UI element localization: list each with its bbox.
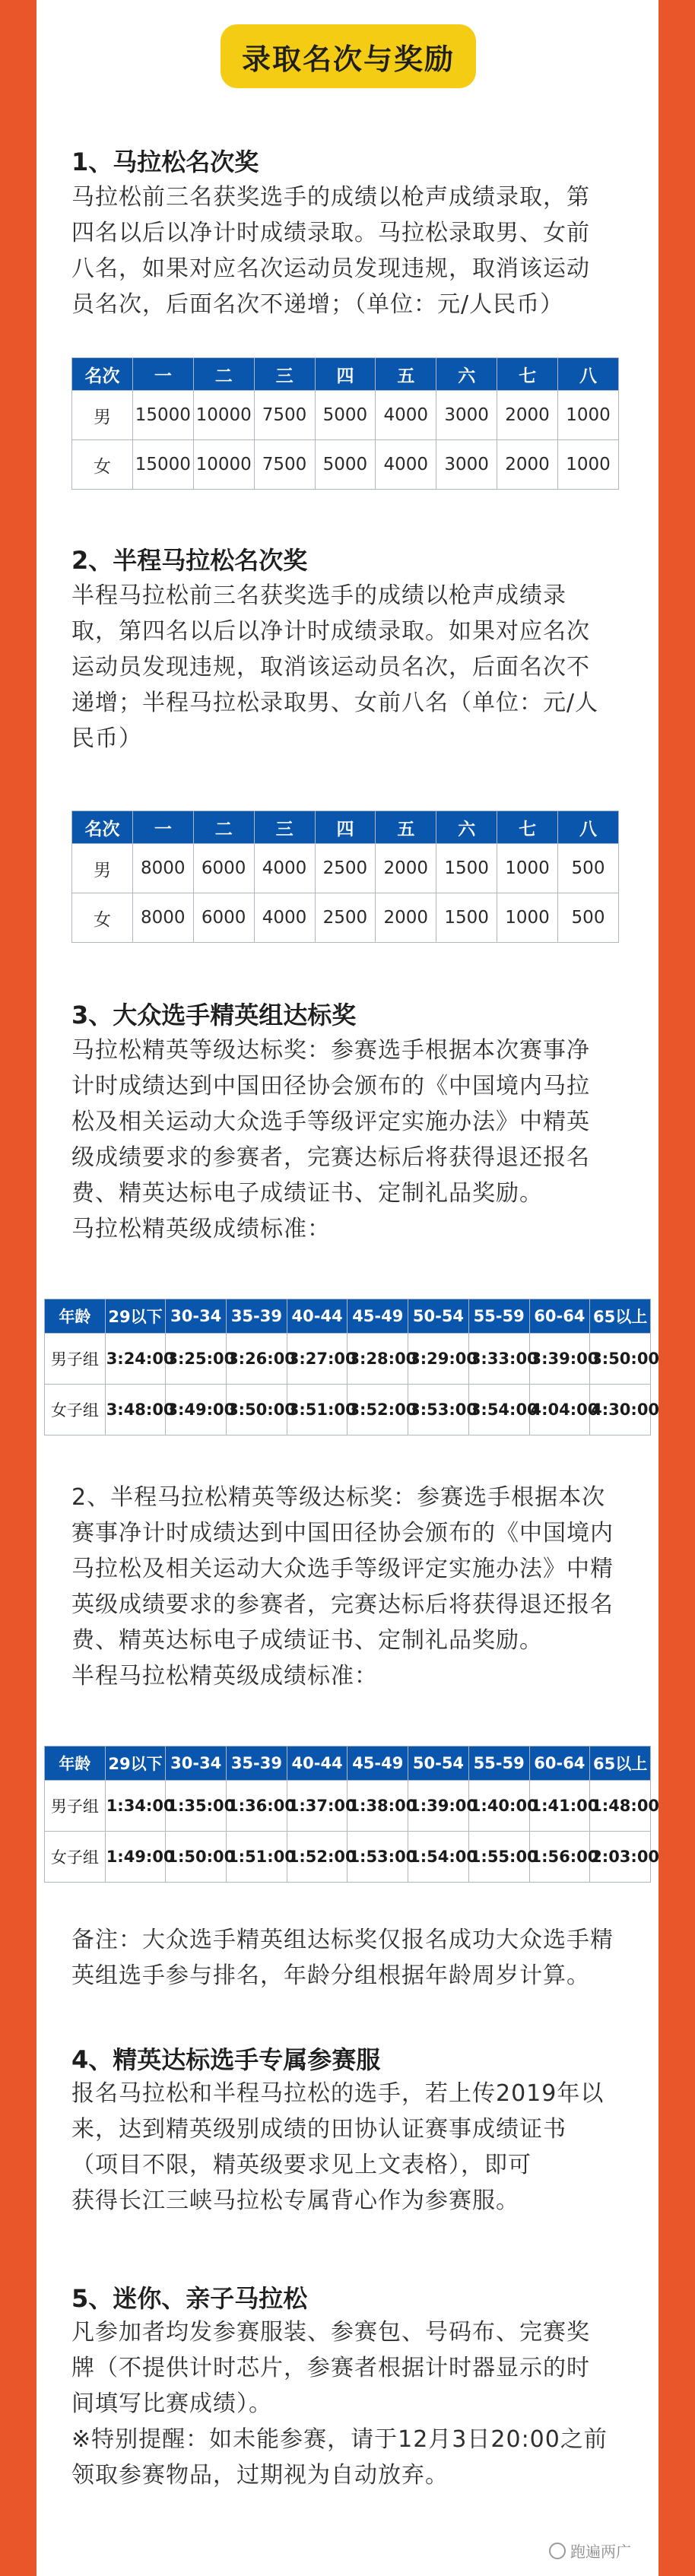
text-line: 来，达到精英级别成绩的田协认证赛事成绩证书 <box>71 2116 566 2143</box>
text-line: 备注：大众选手精英组达标奖仅报名成功大众选手精 <box>71 1927 614 1953</box>
paragraph-half-marathon-elite <box>71 1480 627 1694</box>
watermark <box>549 2540 631 2562</box>
paragraph-note <box>71 1922 627 1994</box>
table-cell: 1:55:00 <box>468 1832 529 1883</box>
table-header: 三 <box>254 358 315 391</box>
table-header: 年龄 <box>45 1746 106 1781</box>
text-line: 马拉松及相关运动大众选手等级评定实施办法》中精 <box>71 1556 614 1582</box>
text-line: 凡参加者均发参赛服装、参赛包、号码布、完赛奖 <box>71 2319 590 2346</box>
table-cell: 3:28:00 <box>348 1334 408 1385</box>
table-header: 35-39 <box>227 1746 287 1781</box>
table-row <box>45 1385 651 1436</box>
table-header: 六 <box>436 811 497 844</box>
table-row <box>72 391 619 440</box>
text-line: （项目不限，精英级要求见上文表格），即可 <box>71 2152 532 2178</box>
heading-elite-uniform: 4、精英达标选手专属参赛服 <box>71 2045 381 2074</box>
text-line: 八名，如果对应名次运动员发现违规，取消该运动 <box>71 255 590 282</box>
table-cell: 3:24:00 <box>105 1334 166 1385</box>
table-cell: 3:54:00 <box>468 1385 529 1436</box>
marathon-elite-table <box>44 1299 660 1436</box>
table-header: 29以下 <box>105 1299 166 1334</box>
table-cell: 男子组 <box>45 1334 106 1385</box>
paragraph-marathon-ranking <box>71 179 627 322</box>
table-cell: 1500 <box>436 893 497 943</box>
table-cell: 6000 <box>193 844 254 893</box>
table-header: 四 <box>315 358 376 391</box>
table-cell: 女 <box>72 893 133 943</box>
heading-elite-standard: 3、大众选手精英组达标奖 <box>71 1001 357 1029</box>
table-cell: 1:54:00 <box>408 1832 469 1883</box>
table-cell: 1000 <box>497 893 558 943</box>
table-cell: 4000 <box>376 440 436 490</box>
table-row <box>72 440 619 490</box>
table-header: 50-54 <box>408 1746 469 1781</box>
table-cell: 3:50:00 <box>590 1334 651 1385</box>
text-line: 运动员发现违规，取消该运动员名次，后面名次不 <box>71 654 590 680</box>
table-cell: 6000 <box>193 893 254 943</box>
heading-marathon-ranking: 1、马拉松名次奖 <box>71 148 259 176</box>
table-header: 35-39 <box>227 1299 287 1334</box>
text-line: 间填写比赛成绩）。 <box>71 2390 272 2417</box>
text-line: 递增；半程马拉松录取男、女前八名（单位：元/人 <box>71 690 599 716</box>
table-cell: 5000 <box>315 391 376 440</box>
table-cell: 2000 <box>376 893 436 943</box>
table-cell: 1:40:00 <box>468 1781 529 1832</box>
table-header: 一 <box>132 811 193 844</box>
table-cell: 2000 <box>497 440 558 490</box>
table-header: 四 <box>315 811 376 844</box>
text-line: 2、半程马拉松精英等级达标奖：参赛选手根据本次 <box>71 1484 606 1511</box>
text-line: 民币） <box>71 725 142 752</box>
table-row <box>72 893 619 943</box>
table-header: 名次 <box>72 811 133 844</box>
table-header: 30-34 <box>166 1299 227 1334</box>
table-cell: 2500 <box>315 844 376 893</box>
table-cell: 1000 <box>497 844 558 893</box>
table-cell: 3:29:00 <box>408 1334 469 1385</box>
table-cell: 2:03:00 <box>590 1832 651 1883</box>
table-cell: 3000 <box>436 440 497 490</box>
table-cell: 10000 <box>193 391 254 440</box>
table-cell: 3:51:00 <box>287 1385 348 1436</box>
table-cell: 1:38:00 <box>348 1781 408 1832</box>
table-row <box>45 1334 651 1385</box>
table-header: 六 <box>436 358 497 391</box>
table-cell: 7500 <box>254 391 315 440</box>
table-cell: 4000 <box>254 893 315 943</box>
text-line: 马拉松前三名获奖选手的成绩以枪声成绩录取，第 <box>71 184 590 211</box>
table-cell: 1:52:00 <box>287 1832 348 1883</box>
table-cell: 1:39:00 <box>408 1781 469 1832</box>
table-cell: 女子组 <box>45 1832 106 1883</box>
table-cell: 男 <box>72 391 133 440</box>
paragraph-elite-uniform <box>71 2076 627 2219</box>
table-cell: 3:48:00 <box>105 1385 166 1436</box>
table-cell: 1000 <box>558 440 619 490</box>
table-header: 一 <box>132 358 193 391</box>
section-banner: 录取名次与奖励 <box>221 24 476 88</box>
table-cell: 1:53:00 <box>348 1832 408 1883</box>
table-cell: 4:04:00 <box>529 1385 590 1436</box>
text-line: 员名次，后面名次不递增；（单位：元/人民币） <box>71 291 564 318</box>
table-cell: 15000 <box>132 440 193 490</box>
text-line: 马拉松精英级成绩标准： <box>71 1216 331 1242</box>
text-line: 获得长江三峡马拉松专属背心作为参赛服。 <box>71 2187 519 2214</box>
table-cell: 4000 <box>254 844 315 893</box>
table-header: 60-64 <box>529 1299 590 1334</box>
table-cell: 1:49:00 <box>105 1832 166 1883</box>
table-cell: 15000 <box>132 391 193 440</box>
table-cell: 2000 <box>376 844 436 893</box>
table-header: 40-44 <box>287 1746 348 1781</box>
table-header: 55-59 <box>468 1746 529 1781</box>
table-cell: 3:49:00 <box>166 1385 227 1436</box>
table-cell: 3000 <box>436 391 497 440</box>
table-header: 45-49 <box>348 1299 408 1334</box>
text-line: 英级成绩要求的参赛者，完赛达标后将获得退还报名 <box>71 1591 614 1618</box>
table-cell: 1:34:00 <box>105 1781 166 1832</box>
table-cell: 女子组 <box>45 1385 106 1436</box>
table-cell: 男 <box>72 844 133 893</box>
table-header: 二 <box>193 811 254 844</box>
text-line: 计时成绩达到中国田径协会颁布的《中国境内马拉 <box>71 1073 590 1099</box>
text-line: 领取参赛物品，过期视为自动放弃。 <box>71 2462 449 2489</box>
text-line: 级成绩要求的参赛者，完赛达标后将获得退还报名 <box>71 1144 590 1171</box>
table-header: 50-54 <box>408 1299 469 1334</box>
table-header: 65以上 <box>590 1746 651 1781</box>
text-line: 费、精英达标电子成绩证书、定制礼品奖励。 <box>71 1180 543 1207</box>
table-cell: 8000 <box>132 844 193 893</box>
wechat-icon <box>549 2543 566 2559</box>
table-cell: 1:36:00 <box>227 1781 287 1832</box>
table-header: 八 <box>558 358 619 391</box>
table-cell: 1:51:00 <box>227 1832 287 1883</box>
text-line: ※特别提醒：如未能参赛，请于12月3日20:00之前 <box>71 2426 608 2453</box>
paragraph-marathon-elite <box>71 1033 627 1247</box>
table-cell: 1:50:00 <box>166 1832 227 1883</box>
table-header-row <box>72 358 619 391</box>
table-header: 七 <box>497 811 558 844</box>
table-header: 55-59 <box>468 1299 529 1334</box>
table-cell: 1000 <box>558 391 619 440</box>
table-cell: 4000 <box>376 391 436 440</box>
table-row <box>72 844 619 893</box>
marathon-prize-table <box>71 357 619 490</box>
table-cell: 1:35:00 <box>166 1781 227 1832</box>
table-header-row <box>45 1746 651 1781</box>
table-cell: 3:52:00 <box>348 1385 408 1436</box>
table-header: 二 <box>193 358 254 391</box>
table-cell: 7500 <box>254 440 315 490</box>
table-cell: 8000 <box>132 893 193 943</box>
table-cell: 500 <box>558 893 619 943</box>
table-header: 65以上 <box>590 1299 651 1334</box>
heading-mini-family-marathon: 5、迷你、亲子马拉松 <box>71 2284 308 2313</box>
text-line: 半程马拉松精英级成绩标准： <box>71 1663 378 1689</box>
table-header: 三 <box>254 811 315 844</box>
text-line: 牌（不提供计时芯片，参赛者根据计时器显示的时 <box>71 2355 590 2381</box>
table-header: 29以下 <box>105 1746 166 1781</box>
table-row <box>45 1832 651 1883</box>
table-header: 名次 <box>72 358 133 391</box>
text-line: 费、精英达标电子成绩证书、定制礼品奖励。 <box>71 1627 543 1654</box>
text-line: 赛事净计时成绩达到中国田径协会颁布的《中国境内 <box>71 1520 614 1547</box>
table-cell: 1:41:00 <box>529 1781 590 1832</box>
text-line: 松及相关运动大众选手等级评定实施办法》中精英 <box>71 1109 590 1135</box>
table-cell: 2500 <box>315 893 376 943</box>
table-header: 40-44 <box>287 1299 348 1334</box>
heading-half-marathon-ranking: 2、半程马拉松名次奖 <box>71 546 308 575</box>
paragraph-half-marathon-ranking <box>71 578 627 757</box>
table-header: 五 <box>376 358 436 391</box>
table-header: 七 <box>497 358 558 391</box>
table-cell: 3:39:00 <box>529 1334 590 1385</box>
table-row <box>45 1781 651 1832</box>
table-cell: 500 <box>558 844 619 893</box>
table-cell: 女 <box>72 440 133 490</box>
half-marathon-elite-table <box>44 1746 660 1883</box>
table-header: 八 <box>558 811 619 844</box>
paragraph-mini-family-marathon <box>71 2314 627 2493</box>
table-cell: 3:53:00 <box>408 1385 469 1436</box>
text-line: 取，第四名以后以净计时成绩录取。如果对应名次 <box>71 618 590 645</box>
text-line: 四名以后以净计时成绩录取。马拉松录取男、女前 <box>71 220 590 246</box>
table-cell: 4:30:00 <box>590 1385 651 1436</box>
table-header: 30-34 <box>166 1746 227 1781</box>
text-line: 报名马拉松和半程马拉松的选手，若上传2019年以 <box>71 2080 605 2107</box>
text-line: 马拉松精英等级达标奖：参赛选手根据本次赛事净 <box>71 1037 590 1064</box>
table-cell: 3:33:00 <box>468 1334 529 1385</box>
table-header: 五 <box>376 811 436 844</box>
table-cell: 1500 <box>436 844 497 893</box>
table-cell: 10000 <box>193 440 254 490</box>
table-cell: 3:25:00 <box>166 1334 227 1385</box>
table-cell: 3:26:00 <box>227 1334 287 1385</box>
table-cell: 1:48:00 <box>590 1781 651 1832</box>
table-header: 60-64 <box>529 1746 590 1781</box>
table-cell: 3:50:00 <box>227 1385 287 1436</box>
text-line: 英组选手参与排名，年龄分组根据年龄周岁计算。 <box>71 1962 590 1989</box>
table-cell: 2000 <box>497 391 558 440</box>
table-cell: 5000 <box>315 440 376 490</box>
table-cell: 男子组 <box>45 1781 106 1832</box>
table-header-row <box>45 1299 651 1334</box>
table-header-row <box>72 811 619 844</box>
text-line: 半程马拉松前三名获奖选手的成绩以枪声成绩录 <box>71 582 566 609</box>
table-cell: 3:27:00 <box>287 1334 348 1385</box>
table-cell: 1:37:00 <box>287 1781 348 1832</box>
half-marathon-prize-table <box>71 811 619 943</box>
table-cell: 1:56:00 <box>529 1832 590 1883</box>
table-header: 45-49 <box>348 1746 408 1781</box>
table-header: 年龄 <box>45 1299 106 1334</box>
watermark-text: 跑遍两广 <box>570 2543 631 2561</box>
